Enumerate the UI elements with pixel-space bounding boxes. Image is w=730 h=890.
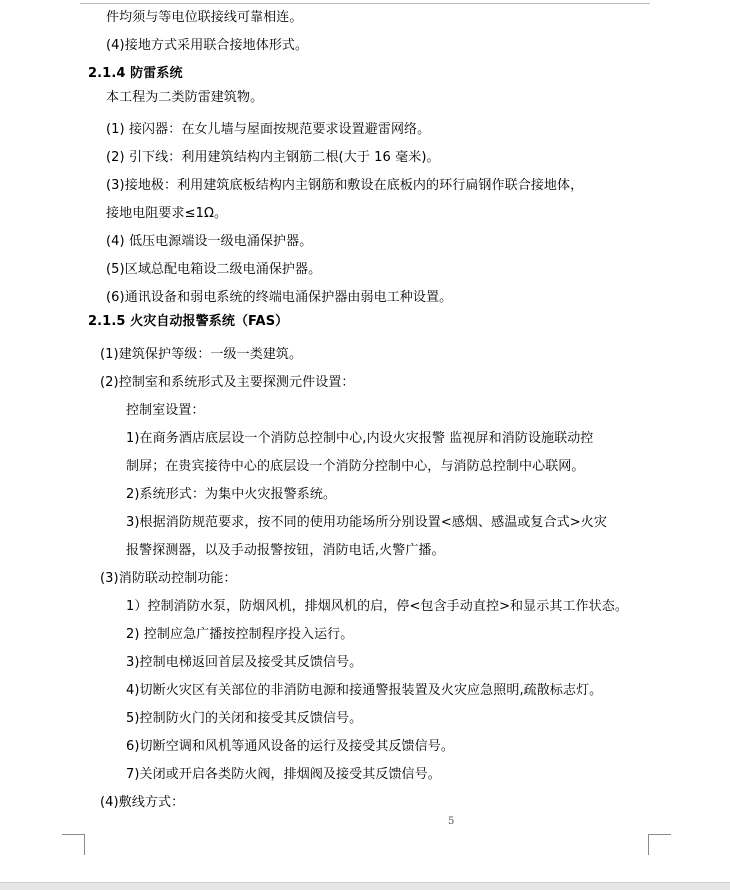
body-line: (4)接地方式采用联合接地体形式。 xyxy=(106,38,309,53)
body-line: (2) 引下线：利用建筑结构内主钢筋二根(大于 16 毫米)。 xyxy=(106,150,440,165)
body-line: 1)在商务酒店底层设一个消防总控制中心,内设火灾报警 监视屏和消防设施联动控 xyxy=(126,431,594,446)
body-line: (3)消防联动控制功能： xyxy=(100,571,237,586)
body-line: 4)切断火灾区有关部位的非消防电源和接通警报装置及火灾应急照明,疏散标志灯。 xyxy=(126,683,603,698)
body-line: 7)关闭或开启各类防火阀，排烟阀及接受其反馈信号。 xyxy=(126,767,441,782)
body-line: (1) 接闪器：在女儿墙与屋面按规范要求设置避雷网络。 xyxy=(106,122,431,137)
body-line: 控制室设置： xyxy=(126,403,205,418)
body-line: 3)控制电梯返回首层及接受其反馈信号。 xyxy=(126,655,363,670)
body-line: (5)区域总配电箱设二级电涌保护器。 xyxy=(106,262,322,277)
body-line: 1）控制消防水泵，防烟风机，排烟风机的启，停<包含手动直控>和显示其工作状态。 xyxy=(126,599,628,614)
body-line: (2)控制室和系统形式及主要探测元件设置： xyxy=(100,375,355,390)
body-line: (6)通讯设备和弱电系统的终端电涌保护器由弱电工种设置。 xyxy=(106,290,453,305)
body-line: 3)根据消防规范要求，按不同的使用功能场所分别设置<感烟、感温或复合式>火灾 xyxy=(126,515,607,530)
body-line: 制屏；在贵宾接待中心的底层设一个消防分控制中心，与消防总控制中心联网。 xyxy=(126,459,585,474)
body-line: 2)系统形式：为集中火灾报警系统。 xyxy=(126,487,337,502)
section-heading: 2.1.4 防雷系统 xyxy=(88,66,183,81)
section-heading: 2.1.5 火灾自动报警系统（FAS） xyxy=(88,314,289,329)
body-line: 接地电阻要求≤1Ω。 xyxy=(106,206,228,221)
page-number: 5 xyxy=(448,816,455,827)
body-line: 6)切断空调和风机等通风设备的运行及接受其反馈信号。 xyxy=(126,739,454,754)
body-line: (3)接地极：利用建筑底板结构内主钢筋和敷设在底板内的环行扁钢作联合接地体， xyxy=(106,178,584,193)
body-line: 本工程为二类防雷建筑物。 xyxy=(106,90,264,105)
body-line: 报警探测器，以及手动报警按钮，消防电话,火警广播。 xyxy=(126,543,445,558)
body-line: (4) 低压电源端设一级电涌保护器。 xyxy=(106,234,313,249)
body-line: 件均须与等电位联接线可靠相连。 xyxy=(106,10,303,25)
body-line: (1)建筑保护等级：一级一类建筑。 xyxy=(100,347,303,362)
body-line: 5)控制防火门的关闭和接受其反馈信号。 xyxy=(126,711,363,726)
body-line: 2) 控制应急广播按控制程序投入运行。 xyxy=(126,627,354,642)
margin-corner-mark-right xyxy=(648,834,671,855)
body-line: (4)敷线方式： xyxy=(100,795,185,810)
margin-corner-mark-left xyxy=(62,834,85,855)
